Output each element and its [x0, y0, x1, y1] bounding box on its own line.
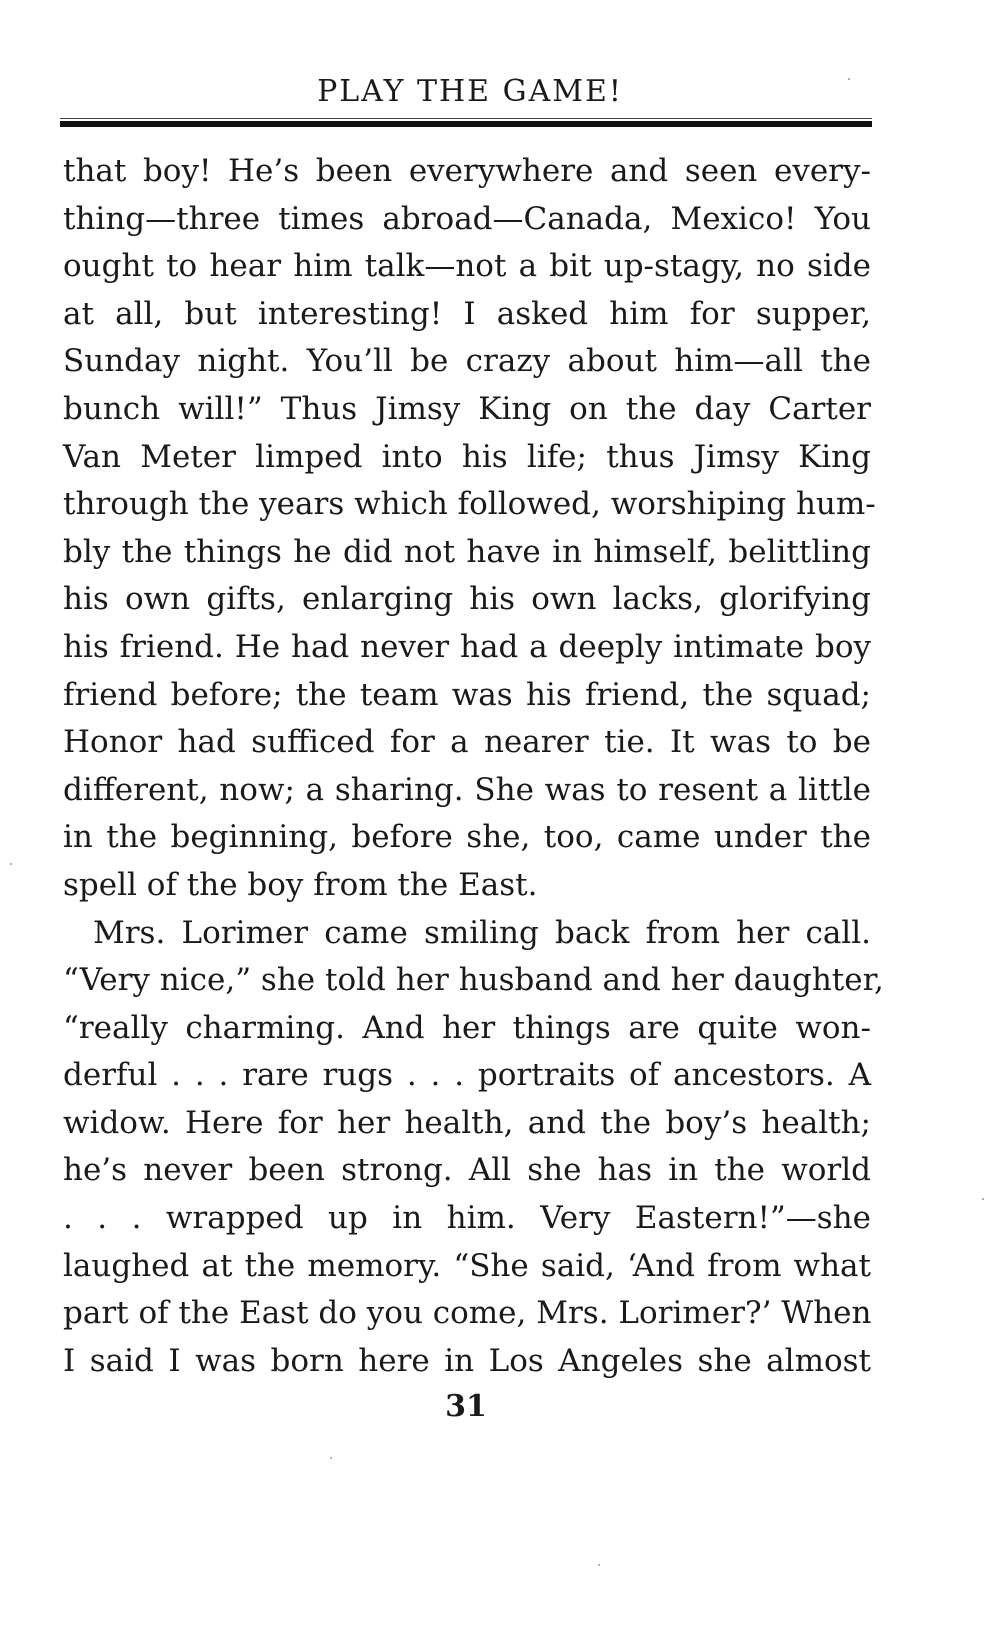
- paragraph: [63, 910, 884, 1386]
- text-line: through the years which followed, worshiping hum-: [63, 486, 876, 523]
- text-line: his own gifts, enlarging his own lacks, glorifying: [63, 581, 871, 618]
- paper-speck: [330, 1457, 332, 1459]
- text-line: “Very nice,” she told her husband and her daughter,: [63, 962, 884, 999]
- paper-speck: [982, 1198, 984, 1200]
- text-line: derful . . . rare rugs . . . portraits of ancestors. A: [63, 1057, 871, 1094]
- text-line: his friend. He had never had a deeply intimate boy: [63, 628, 871, 665]
- text-line: spell of the boy from the East.: [63, 866, 538, 903]
- text-line: laughed at the memory. “She said, ‘And from what: [63, 1247, 871, 1284]
- paper-speck: [598, 1564, 600, 1566]
- text-line: Sunday night. You’ll be crazy about him—all the: [63, 343, 871, 380]
- text-line: bunch will!” Thus Jimsy King on the day Carter: [63, 390, 871, 427]
- text-line: he’s never been strong. All she has in the world: [63, 1152, 871, 1189]
- text-line: at all, but interesting! I asked him for supper,: [63, 295, 871, 332]
- text-line: friend before; the team was his friend, the squad;: [63, 676, 871, 713]
- text-line: Van Meter limped into his life; thus Jimsy King: [63, 438, 871, 475]
- text-line: bly the things he did not have in himself, belittling: [63, 533, 871, 570]
- paragraph: [63, 148, 876, 910]
- text-line: in the beginning, before she, too, came under the: [63, 819, 871, 856]
- text-line: . . . wrapped up in him. Very Eastern!”—she: [63, 1200, 871, 1237]
- text-line: Mrs. Lorimer came smiling back from her call.: [93, 914, 871, 951]
- page-number: 31: [445, 1389, 487, 1424]
- header-rule-thin: [60, 118, 872, 119]
- running-title: PLAY THE GAME!: [317, 74, 623, 109]
- text-line: thing—three times abroad—Canada, Mexico! You: [63, 200, 871, 237]
- text-line: different, now; a sharing. She was to resent a little: [63, 771, 871, 808]
- paper-speck: [848, 78, 850, 80]
- paper-speck: [10, 863, 12, 865]
- text-line: ought to hear him talk—not a bit up-stagy, no side: [63, 248, 871, 285]
- body-text: [63, 148, 884, 1385]
- text-line: I said I was born here in Los Angeles she almost: [63, 1342, 871, 1379]
- text-line: that boy! He’s been everywhere and seen every-: [63, 153, 871, 189]
- text-line: part of the East do you come, Mrs. Lorimer?’ When: [63, 1295, 872, 1332]
- text-line: “really charming. And her things are quite won-: [63, 1009, 871, 1046]
- text-line: widow. Here for her health, and the boy’s health;: [63, 1104, 871, 1141]
- text-line: Honor had sufficed for a nearer tie. It was to be: [63, 724, 871, 761]
- header-rule: [60, 121, 872, 127]
